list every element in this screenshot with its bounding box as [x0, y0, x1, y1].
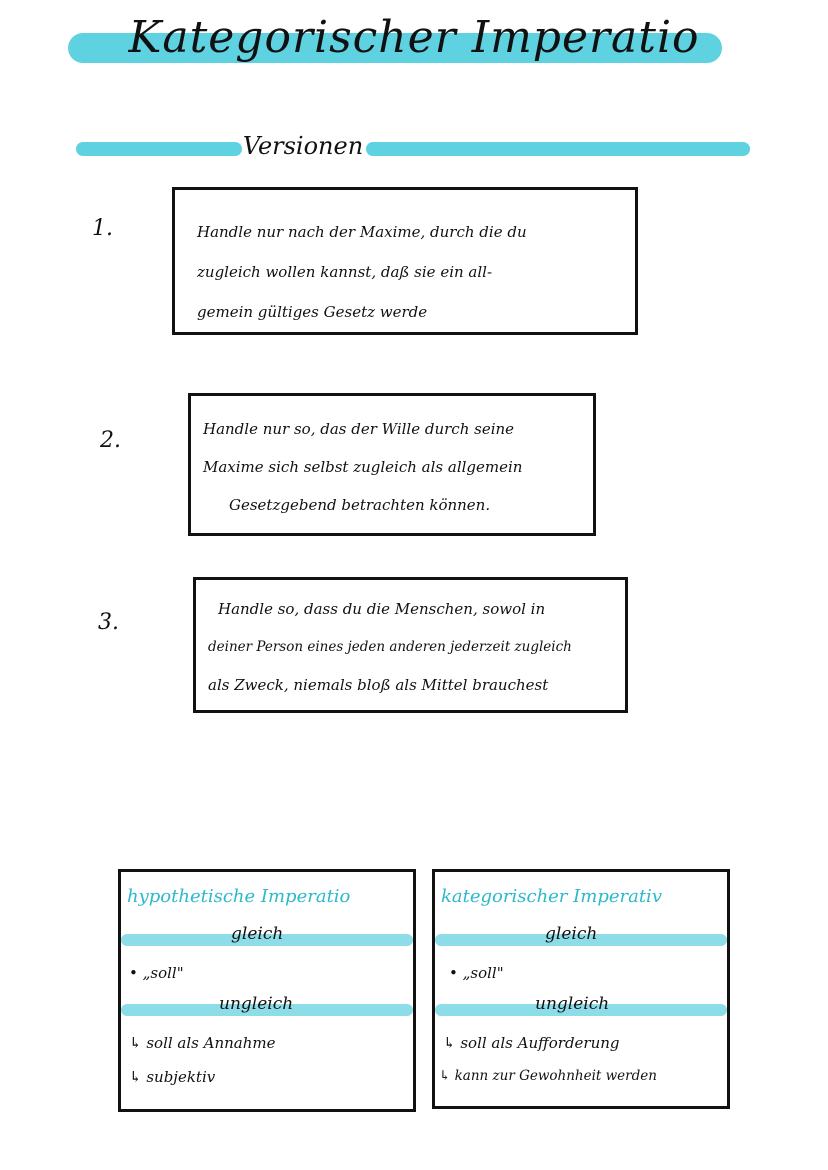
version-1-line-1: Handle nur nach der Maxime, durch die du — [197, 223, 527, 241]
version-box-1 — [172, 187, 638, 335]
version-2-line-2: Maxime sich selbst zugleich als allgemein — [203, 458, 523, 476]
version-box-2 — [188, 393, 596, 536]
diff-label: ungleich — [219, 994, 294, 1014]
subtitle-highlight-left — [76, 142, 242, 156]
version-number-1: 1. — [92, 216, 113, 241]
diff-item: ↳ kann zur Gewohnheit werden — [439, 1068, 657, 1084]
section-subtitle: Versionen — [242, 132, 364, 160]
diff-item: ↳ soll als Aufforderung — [443, 1034, 620, 1052]
page-title: Kategorischer Imperatio — [128, 12, 700, 63]
version-3-line-3: als Zweck, niemals bloß als Mittel brauchest — [208, 676, 549, 694]
card-title: hypothetische Imperatio — [127, 886, 351, 907]
same-item: • „soll" — [449, 964, 504, 982]
diff-item: ↳ soll als Annahme — [129, 1034, 276, 1052]
version-3-line-1: Handle so, dass du die Menschen, sowol in — [218, 600, 546, 618]
diff-label: ungleich — [535, 994, 610, 1014]
version-2-line-3: Gesetzgebend betrachten können. — [229, 496, 491, 514]
categorical-imperative-card — [432, 869, 730, 1109]
same-label: gleich — [545, 924, 598, 944]
version-3-line-2: deiner Person eines jeden anderen jederzeit zugleich — [208, 639, 572, 655]
version-2-line-1: Handle nur so, das der Wille durch seine — [203, 420, 515, 438]
version-box-3 — [193, 577, 628, 713]
diff-item: ↳ subjektiv — [129, 1068, 216, 1086]
hypothetical-imperative-card — [118, 869, 416, 1112]
same-label: gleich — [231, 924, 284, 944]
version-1-line-2: zugleich wollen kannst, daß sie ein all- — [197, 263, 493, 281]
version-number-3: 3. — [98, 610, 119, 635]
same-item: • „soll" — [129, 964, 184, 982]
version-1-line-3: gemein gültiges Gesetz werde — [197, 303, 428, 321]
version-number-2: 2. — [100, 428, 121, 453]
card-title: kategorischer Imperativ — [441, 886, 662, 907]
subtitle-highlight-right — [366, 142, 750, 156]
